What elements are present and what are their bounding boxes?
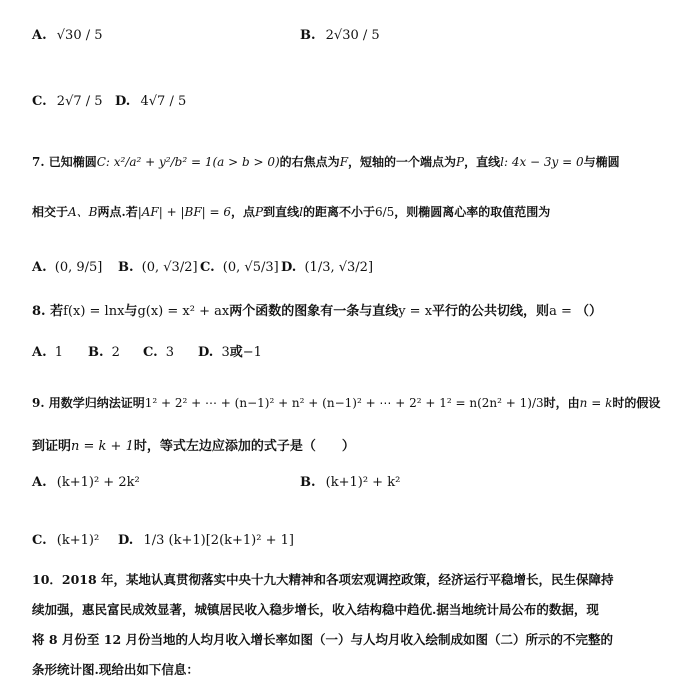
option-expr: 1	[54, 345, 64, 360]
option-label: C.	[143, 345, 158, 360]
option-label: C.	[32, 94, 47, 109]
q7-line-1	[32, 152, 620, 172]
option-expr: 2√30 / 5	[325, 28, 380, 43]
q10-line-2: 续加强，惠民富民成效显著，城镇居民收入稳步增长，收入结构稳中趋优.据当地统计局公布的数据，现	[32, 602, 599, 617]
q7-line-2	[32, 202, 550, 222]
q8-f: f(x) = lnx	[63, 304, 125, 319]
option-expr: 3	[221, 345, 230, 360]
q8-option-b	[88, 343, 120, 363]
q7-text: 的右焦点为	[279, 155, 340, 169]
option-label: D.	[115, 94, 131, 109]
q7-option-d	[281, 258, 373, 278]
q7-text: 与椭圆	[583, 155, 620, 169]
q9-option-a	[32, 473, 140, 493]
q7-line-eq: l: 4x − 3y = 0	[500, 155, 584, 169]
option-label: C.	[32, 533, 47, 548]
q7-text: 7. 已知椭圆	[32, 155, 97, 169]
q7-text: ，短轴的一个端点为	[348, 155, 457, 169]
q9-option-b	[300, 473, 400, 493]
q7-endpoint: P	[456, 155, 465, 169]
option-expr: 3	[165, 345, 175, 360]
option-expr: (k+1)²	[56, 533, 100, 548]
q10-line-3: 将 8 月份至 12 月份当地的人均月收入增长率如图（一）与人均月收入绘制成如图（二）所示的不完整的	[32, 632, 614, 647]
option-expr: (0, √3/2]	[141, 260, 198, 275]
q7-line-l: l	[299, 205, 303, 219]
option-expr: (1/3, √3/2]	[304, 260, 374, 275]
option-label: A.	[32, 345, 47, 360]
q7-text: 的距离不小于	[302, 205, 375, 219]
q6-option-c	[32, 92, 103, 112]
option-label: A.	[32, 475, 47, 490]
option-expr: (k+1)² + 2k²	[56, 475, 140, 490]
option-label: D.	[281, 260, 297, 275]
option-label: B.	[300, 28, 316, 43]
q6-option-a	[32, 26, 103, 46]
option-label: D.	[198, 345, 214, 360]
q9-expr: 1² + 2² + ⋯ + (n−1)² + n² + (n−1)² + ⋯ + 2² + 1² = n(2n² + 1)/3	[144, 396, 544, 410]
q7-point-p: P	[255, 205, 264, 219]
option-label: B.	[300, 475, 316, 490]
option-expr: 4√7 / 5	[140, 94, 187, 109]
option-expr: (0, √5/3]	[222, 260, 279, 275]
q9-text: 时，由	[543, 396, 580, 410]
q7-text: 相交于	[32, 205, 69, 219]
q9-nk1: n = k + 1	[71, 439, 134, 454]
option-label: C.	[200, 260, 215, 275]
option-expr: 2	[111, 345, 120, 360]
q9-text: 时，等式左边应添加的式子是（ ）	[133, 439, 355, 454]
option-label: B.	[118, 260, 134, 275]
q8-text: 与	[124, 304, 138, 319]
option-expr: 2√7 / 5	[56, 94, 103, 109]
q7-condition: |AF| + |BF| = 6	[137, 205, 232, 219]
q9-line-2	[32, 437, 355, 457]
q8-a: a =	[549, 304, 576, 319]
q7-text: ，点	[231, 205, 256, 219]
q10-line-4: 条形统计图.现给出如下信息：	[32, 662, 199, 677]
q10-line-1: 10．2018 年，某地认真贯彻落实中央十九大精神和各项宏观调控政策，经济运行平稳增长，民生保障持	[32, 572, 614, 587]
q6-option-b	[300, 26, 380, 46]
q8-text: 8. 若	[32, 304, 64, 319]
q8-line	[32, 302, 602, 322]
q8-text: 两个函数的图象有一条与直线	[229, 304, 399, 319]
option-expr: 1/3 (k+1)[2(k+1)² + 1]	[143, 533, 294, 548]
q7-ellipse-eq: C: x²/a² + y²/b² = 1(a > b > 0)	[96, 155, 280, 169]
q8-option-a	[32, 343, 63, 363]
option-label: A.	[32, 260, 47, 275]
q9-text: 9. 用数学归纳法证明	[32, 396, 145, 410]
q7-text: 两点.若	[97, 205, 138, 219]
option-or: 或	[229, 345, 243, 360]
q6-option-d	[115, 92, 186, 112]
option-label: D.	[118, 533, 134, 548]
q9-option-d	[118, 531, 294, 551]
option-label: A.	[32, 28, 47, 43]
q9-option-c	[32, 531, 99, 551]
q8-option-d	[198, 343, 262, 363]
q8-line-eq: y = x	[398, 304, 433, 319]
q9-text: 时的假设	[612, 396, 661, 410]
q7-text: ，直线	[464, 155, 501, 169]
q7-text: 到直线	[263, 205, 300, 219]
q7-focus: F	[339, 155, 349, 169]
q8-text: 平行的公共切线，则	[432, 304, 550, 319]
q7-option-b	[118, 258, 198, 278]
option-expr-2: −1	[242, 345, 262, 360]
q9-nk: n = k	[579, 396, 613, 410]
q9-text: 到证明	[32, 439, 72, 454]
q8-g: g(x) = x² + ax	[137, 304, 230, 319]
option-expr: (k+1)² + k²	[325, 475, 401, 490]
q8-blank: （）	[575, 304, 602, 319]
q7-text: ，则椭圆离心率的取值范围为	[394, 205, 551, 219]
option-expr: √30 / 5	[56, 28, 103, 43]
q7-points: A、B	[68, 205, 98, 219]
q7-option-c	[200, 258, 279, 278]
option-expr: (0, 9/5]	[54, 260, 103, 275]
q9-line-1	[32, 393, 660, 413]
option-label: B.	[88, 345, 104, 360]
q8-option-c	[143, 343, 174, 363]
q7-option-a	[32, 258, 102, 278]
q7-fraction: 6/5	[374, 205, 395, 219]
